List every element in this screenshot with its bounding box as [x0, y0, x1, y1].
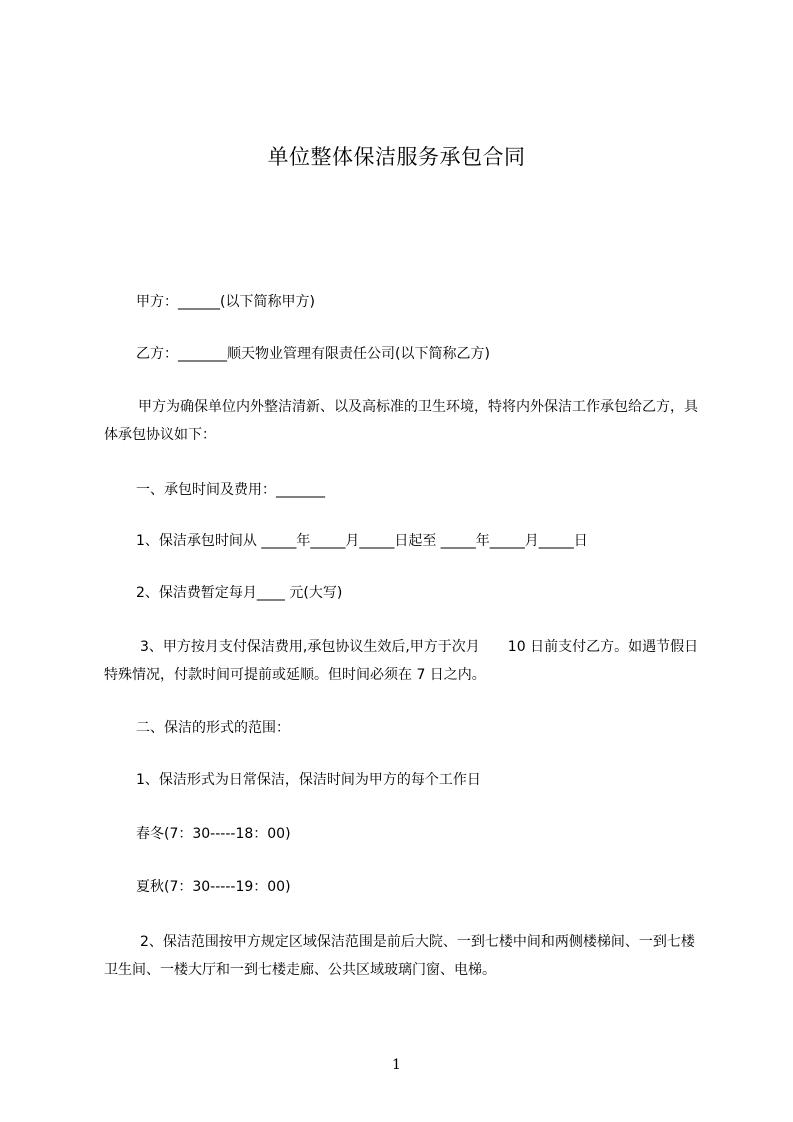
party-b-line: 乙方：_______顺天物业管理有限责任公司(以下简称乙方) [136, 346, 490, 362]
section-1-heading: 一、承包时间及费用：_______ [136, 482, 325, 498]
schedule-summer-autumn: 夏秋(7：30-----19：00) [136, 879, 291, 895]
document-title: 单位整体保洁服务承包合同 [267, 145, 526, 169]
clause-2-1: 1、保洁形式为日常保洁，保洁时间为甲方的每个工作日 [136, 772, 481, 788]
page-number: 1 [392, 1057, 401, 1073]
clause-1-1: 1、保洁承包时间从 _____年_____月_____日起至 _____年_____月_____日 [136, 533, 588, 549]
clause-1-3: 3、甲方按月支付保洁费用,承包协议生效后,甲方于次月 10 日前支付乙方。如遇节假日特殊情况，付款时间可提前或延顺。但时间必须在 7 日之内。 [104, 639, 699, 683]
clause-1-2: 2、保洁费暂定每月____ 元(大写) [136, 585, 343, 601]
section-2-heading: 二、保洁的形式的范围： [136, 720, 290, 736]
clause-2-2: 2、保洁范围按甲方规定区域保洁范围是前后大院、一到七楼中间和两侧楼梯间、一到七楼卫生间、一楼大厅和一到七楼走廊、公共区域玻璃门窗、电梯。 [104, 934, 695, 978]
intro-paragraph: 甲方为确保单位内外整洁清新、以及高标准的卫生环境，特将内外保洁工作承包给乙方，具体承包协议如下： [104, 399, 698, 443]
party-a-line: 甲方：______(以下简称甲方) [136, 294, 315, 310]
schedule-spring-winter: 春冬(7：30-----18：00) [136, 826, 291, 842]
